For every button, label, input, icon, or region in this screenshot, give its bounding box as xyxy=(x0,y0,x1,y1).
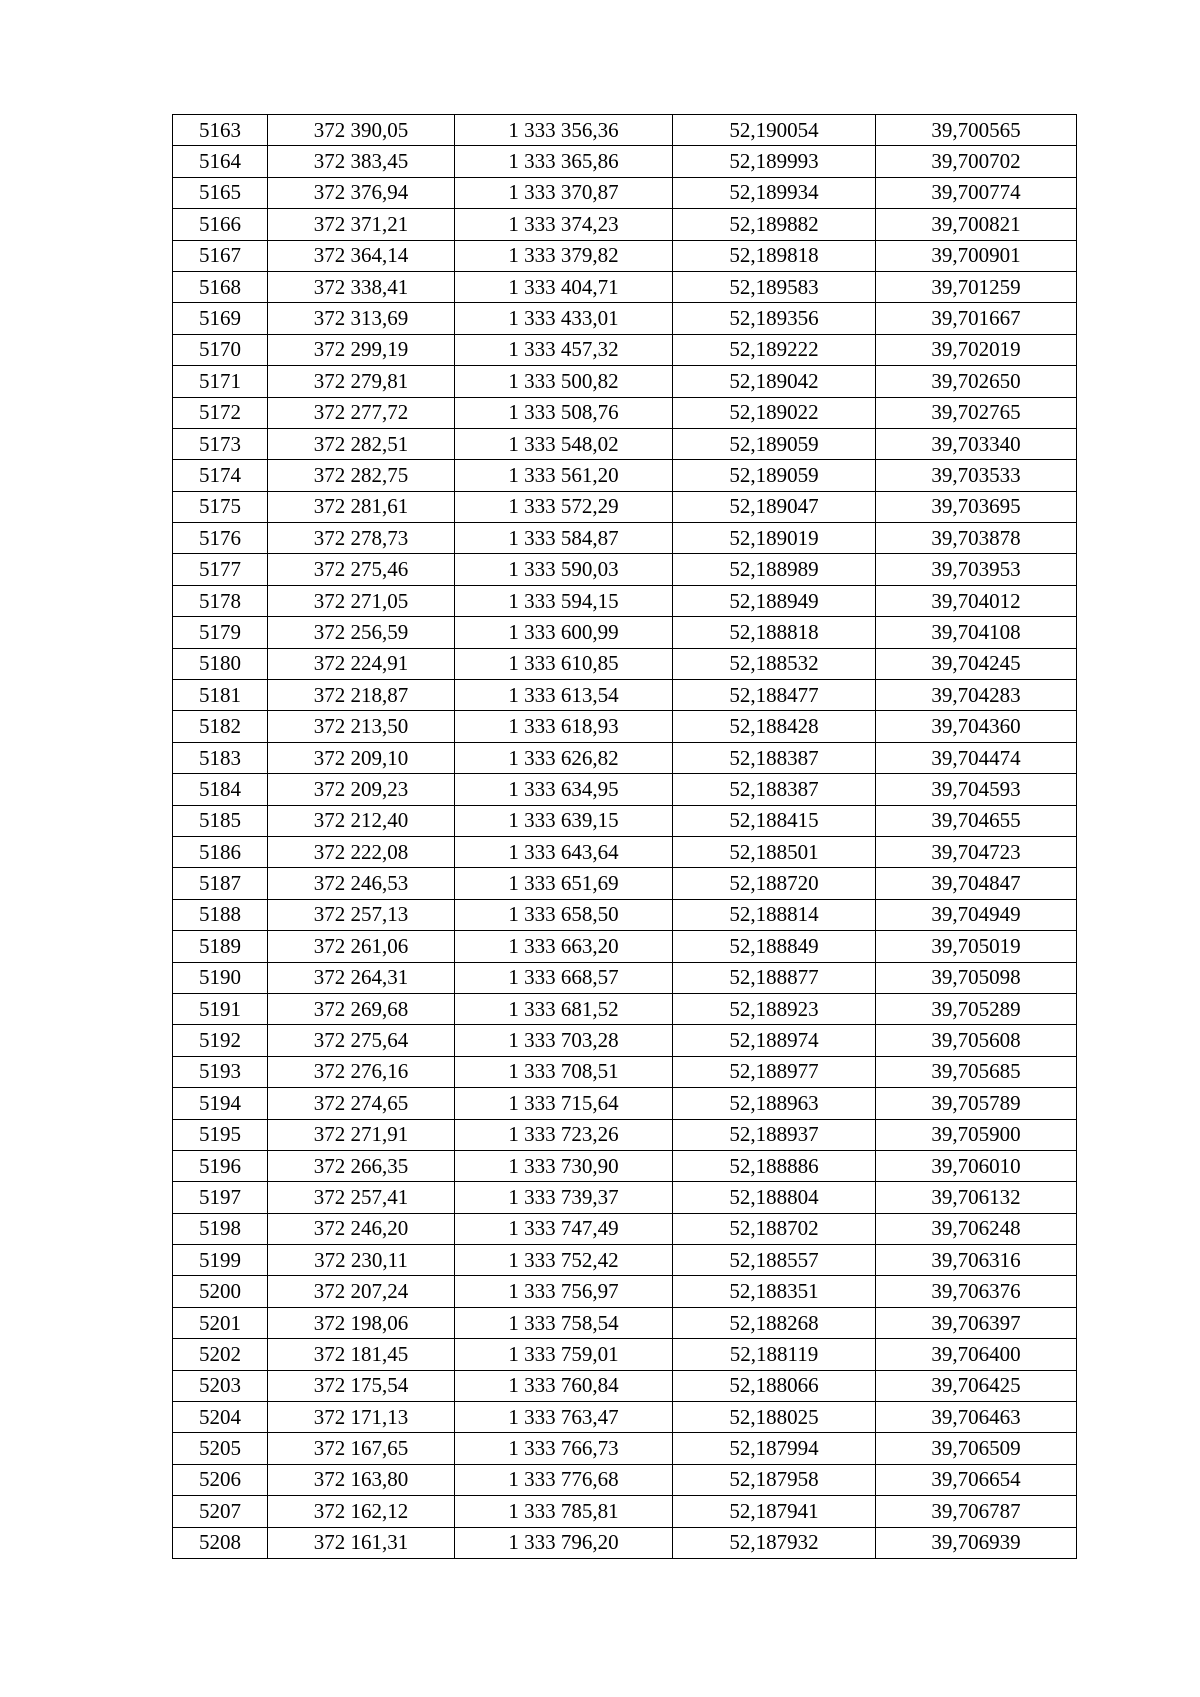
longitude-cell: 39,706654 xyxy=(876,1464,1077,1495)
longitude-cell: 39,705098 xyxy=(876,962,1077,993)
point-number-cell: 5197 xyxy=(173,1182,268,1213)
point-number-cell: 5172 xyxy=(173,397,268,428)
x-coordinate-cell: 372 383,45 xyxy=(268,146,455,177)
point-number-cell: 5203 xyxy=(173,1370,268,1401)
longitude-cell: 39,703533 xyxy=(876,460,1077,491)
latitude-cell: 52,188804 xyxy=(673,1182,876,1213)
longitude-cell: 39,706425 xyxy=(876,1370,1077,1401)
y-coordinate-cell: 1 333 639,15 xyxy=(455,805,673,836)
point-number-cell: 5188 xyxy=(173,899,268,930)
table-row xyxy=(173,303,1077,334)
latitude-cell: 52,188720 xyxy=(673,868,876,899)
table-row xyxy=(173,271,1077,302)
table-row xyxy=(173,805,1077,836)
table-row xyxy=(173,1496,1077,1527)
table-row xyxy=(173,1527,1077,1558)
y-coordinate-cell: 1 333 457,32 xyxy=(455,334,673,365)
point-number-cell: 5173 xyxy=(173,428,268,459)
longitude-cell: 39,704245 xyxy=(876,648,1077,679)
table-row xyxy=(173,1433,1077,1464)
longitude-cell: 39,706376 xyxy=(876,1276,1077,1307)
longitude-cell: 39,700774 xyxy=(876,177,1077,208)
latitude-cell: 52,189882 xyxy=(673,209,876,240)
x-coordinate-cell: 372 209,23 xyxy=(268,774,455,805)
table-row xyxy=(173,1213,1077,1244)
x-coordinate-cell: 372 275,64 xyxy=(268,1025,455,1056)
x-coordinate-cell: 372 313,69 xyxy=(268,303,455,334)
x-coordinate-cell: 372 279,81 xyxy=(268,366,455,397)
table-row xyxy=(173,366,1077,397)
point-number-cell: 5179 xyxy=(173,617,268,648)
point-number-cell: 5194 xyxy=(173,1088,268,1119)
y-coordinate-cell: 1 333 760,84 xyxy=(455,1370,673,1401)
point-number-cell: 5202 xyxy=(173,1339,268,1370)
latitude-cell: 52,188025 xyxy=(673,1402,876,1433)
latitude-cell: 52,188886 xyxy=(673,1150,876,1181)
table-row xyxy=(173,962,1077,993)
table-row xyxy=(173,334,1077,365)
longitude-cell: 39,704108 xyxy=(876,617,1077,648)
x-coordinate-cell: 372 274,65 xyxy=(268,1088,455,1119)
latitude-cell: 52,188989 xyxy=(673,554,876,585)
point-number-cell: 5186 xyxy=(173,836,268,867)
x-coordinate-cell: 372 212,40 xyxy=(268,805,455,836)
longitude-cell: 39,704283 xyxy=(876,680,1077,711)
y-coordinate-cell: 1 333 626,82 xyxy=(455,742,673,773)
y-coordinate-cell: 1 333 643,64 xyxy=(455,836,673,867)
table-row xyxy=(173,1307,1077,1338)
x-coordinate-cell: 372 364,14 xyxy=(268,240,455,271)
latitude-cell: 52,188428 xyxy=(673,711,876,742)
y-coordinate-cell: 1 333 756,97 xyxy=(455,1276,673,1307)
latitude-cell: 52,188501 xyxy=(673,836,876,867)
point-number-cell: 5178 xyxy=(173,585,268,616)
point-number-cell: 5205 xyxy=(173,1433,268,1464)
latitude-cell: 52,188702 xyxy=(673,1213,876,1244)
y-coordinate-cell: 1 333 763,47 xyxy=(455,1402,673,1433)
point-number-cell: 5206 xyxy=(173,1464,268,1495)
table-row xyxy=(173,460,1077,491)
longitude-cell: 39,704949 xyxy=(876,899,1077,930)
y-coordinate-cell: 1 333 703,28 xyxy=(455,1025,673,1056)
longitude-cell: 39,706248 xyxy=(876,1213,1077,1244)
table-row xyxy=(173,1025,1077,1056)
table-row xyxy=(173,1150,1077,1181)
y-coordinate-cell: 1 333 561,20 xyxy=(455,460,673,491)
y-coordinate-cell: 1 333 500,82 xyxy=(455,366,673,397)
point-number-cell: 5208 xyxy=(173,1527,268,1558)
y-coordinate-cell: 1 333 594,15 xyxy=(455,585,673,616)
latitude-cell: 52,188949 xyxy=(673,585,876,616)
point-number-cell: 5163 xyxy=(173,115,268,146)
table-row xyxy=(173,993,1077,1024)
latitude-cell: 52,189818 xyxy=(673,240,876,271)
longitude-cell: 39,706939 xyxy=(876,1527,1077,1558)
y-coordinate-cell: 1 333 572,29 xyxy=(455,491,673,522)
x-coordinate-cell: 372 198,06 xyxy=(268,1307,455,1338)
y-coordinate-cell: 1 333 776,68 xyxy=(455,1464,673,1495)
longitude-cell: 39,701259 xyxy=(876,271,1077,302)
y-coordinate-cell: 1 333 404,71 xyxy=(455,271,673,302)
point-number-cell: 5174 xyxy=(173,460,268,491)
y-coordinate-cell: 1 333 766,73 xyxy=(455,1433,673,1464)
y-coordinate-cell: 1 333 590,03 xyxy=(455,554,673,585)
latitude-cell: 52,189993 xyxy=(673,146,876,177)
latitude-cell: 52,188818 xyxy=(673,617,876,648)
point-number-cell: 5184 xyxy=(173,774,268,805)
latitude-cell: 52,189356 xyxy=(673,303,876,334)
point-number-cell: 5185 xyxy=(173,805,268,836)
latitude-cell: 52,187958 xyxy=(673,1464,876,1495)
point-number-cell: 5198 xyxy=(173,1213,268,1244)
longitude-cell: 39,704847 xyxy=(876,868,1077,899)
table-row xyxy=(173,585,1077,616)
latitude-cell: 52,189042 xyxy=(673,366,876,397)
table-row xyxy=(173,617,1077,648)
longitude-cell: 39,704360 xyxy=(876,711,1077,742)
table-row xyxy=(173,868,1077,899)
table-row xyxy=(173,115,1077,146)
x-coordinate-cell: 372 299,19 xyxy=(268,334,455,365)
latitude-cell: 52,189059 xyxy=(673,428,876,459)
point-number-cell: 5193 xyxy=(173,1056,268,1087)
longitude-cell: 39,702765 xyxy=(876,397,1077,428)
table-row xyxy=(173,523,1077,554)
x-coordinate-cell: 372 257,41 xyxy=(268,1182,455,1213)
x-coordinate-cell: 372 167,65 xyxy=(268,1433,455,1464)
y-coordinate-cell: 1 333 356,36 xyxy=(455,115,673,146)
point-number-cell: 5182 xyxy=(173,711,268,742)
latitude-cell: 52,188963 xyxy=(673,1088,876,1119)
x-coordinate-cell: 372 246,20 xyxy=(268,1213,455,1244)
point-number-cell: 5165 xyxy=(173,177,268,208)
point-number-cell: 5183 xyxy=(173,742,268,773)
table-row xyxy=(173,428,1077,459)
y-coordinate-cell: 1 333 634,95 xyxy=(455,774,673,805)
point-number-cell: 5192 xyxy=(173,1025,268,1056)
y-coordinate-cell: 1 333 548,02 xyxy=(455,428,673,459)
latitude-cell: 52,188387 xyxy=(673,742,876,773)
table-row xyxy=(173,209,1077,240)
point-number-cell: 5177 xyxy=(173,554,268,585)
latitude-cell: 52,189934 xyxy=(673,177,876,208)
x-coordinate-cell: 372 213,50 xyxy=(268,711,455,742)
table-row xyxy=(173,1402,1077,1433)
latitude-cell: 52,188849 xyxy=(673,931,876,962)
point-number-cell: 5199 xyxy=(173,1245,268,1276)
x-coordinate-cell: 372 376,94 xyxy=(268,177,455,208)
y-coordinate-cell: 1 333 663,20 xyxy=(455,931,673,962)
latitude-cell: 52,188351 xyxy=(673,1276,876,1307)
latitude-cell: 52,188877 xyxy=(673,962,876,993)
latitude-cell: 52,188557 xyxy=(673,1245,876,1276)
longitude-cell: 39,700565 xyxy=(876,115,1077,146)
y-coordinate-cell: 1 333 658,50 xyxy=(455,899,673,930)
x-coordinate-cell: 372 209,10 xyxy=(268,742,455,773)
longitude-cell: 39,706132 xyxy=(876,1182,1077,1213)
table-row xyxy=(173,1056,1077,1087)
y-coordinate-cell: 1 333 618,93 xyxy=(455,711,673,742)
latitude-cell: 52,188477 xyxy=(673,680,876,711)
point-number-cell: 5195 xyxy=(173,1119,268,1150)
x-coordinate-cell: 372 181,45 xyxy=(268,1339,455,1370)
x-coordinate-cell: 372 277,72 xyxy=(268,397,455,428)
table-row xyxy=(173,711,1077,742)
latitude-cell: 52,188923 xyxy=(673,993,876,1024)
longitude-cell: 39,706463 xyxy=(876,1402,1077,1433)
longitude-cell: 39,700901 xyxy=(876,240,1077,271)
y-coordinate-cell: 1 333 613,54 xyxy=(455,680,673,711)
point-number-cell: 5181 xyxy=(173,680,268,711)
table-row xyxy=(173,774,1077,805)
y-coordinate-cell: 1 333 668,57 xyxy=(455,962,673,993)
x-coordinate-cell: 372 218,87 xyxy=(268,680,455,711)
table-row xyxy=(173,146,1077,177)
coordinates-table-body xyxy=(173,115,1077,1559)
point-number-cell: 5169 xyxy=(173,303,268,334)
x-coordinate-cell: 372 278,73 xyxy=(268,523,455,554)
y-coordinate-cell: 1 333 651,69 xyxy=(455,868,673,899)
point-number-cell: 5171 xyxy=(173,366,268,397)
longitude-cell: 39,704723 xyxy=(876,836,1077,867)
y-coordinate-cell: 1 333 752,42 xyxy=(455,1245,673,1276)
x-coordinate-cell: 372 256,59 xyxy=(268,617,455,648)
point-number-cell: 5170 xyxy=(173,334,268,365)
y-coordinate-cell: 1 333 796,20 xyxy=(455,1527,673,1558)
x-coordinate-cell: 372 275,46 xyxy=(268,554,455,585)
longitude-cell: 39,700821 xyxy=(876,209,1077,240)
x-coordinate-cell: 372 222,08 xyxy=(268,836,455,867)
y-coordinate-cell: 1 333 610,85 xyxy=(455,648,673,679)
latitude-cell: 52,188977 xyxy=(673,1056,876,1087)
y-coordinate-cell: 1 333 681,52 xyxy=(455,993,673,1024)
y-coordinate-cell: 1 333 600,99 xyxy=(455,617,673,648)
x-coordinate-cell: 372 163,80 xyxy=(268,1464,455,1495)
longitude-cell: 39,705900 xyxy=(876,1119,1077,1150)
latitude-cell: 52,188937 xyxy=(673,1119,876,1150)
latitude-cell: 52,190054 xyxy=(673,115,876,146)
latitude-cell: 52,187932 xyxy=(673,1527,876,1558)
table-row xyxy=(173,1370,1077,1401)
latitude-cell: 52,188066 xyxy=(673,1370,876,1401)
table-row xyxy=(173,491,1077,522)
latitude-cell: 52,189022 xyxy=(673,397,876,428)
point-number-cell: 5196 xyxy=(173,1150,268,1181)
table-row xyxy=(173,742,1077,773)
x-coordinate-cell: 372 282,75 xyxy=(268,460,455,491)
latitude-cell: 52,189059 xyxy=(673,460,876,491)
y-coordinate-cell: 1 333 508,76 xyxy=(455,397,673,428)
y-coordinate-cell: 1 333 723,26 xyxy=(455,1119,673,1150)
longitude-cell: 39,703340 xyxy=(876,428,1077,459)
longitude-cell: 39,705608 xyxy=(876,1025,1077,1056)
y-coordinate-cell: 1 333 370,87 xyxy=(455,177,673,208)
longitude-cell: 39,706316 xyxy=(876,1245,1077,1276)
x-coordinate-cell: 372 224,91 xyxy=(268,648,455,679)
y-coordinate-cell: 1 333 715,64 xyxy=(455,1088,673,1119)
x-coordinate-cell: 372 269,68 xyxy=(268,993,455,1024)
longitude-cell: 39,706400 xyxy=(876,1339,1077,1370)
point-number-cell: 5175 xyxy=(173,491,268,522)
latitude-cell: 52,188387 xyxy=(673,774,876,805)
x-coordinate-cell: 372 171,13 xyxy=(268,1402,455,1433)
longitude-cell: 39,704012 xyxy=(876,585,1077,616)
x-coordinate-cell: 372 338,41 xyxy=(268,271,455,302)
table-row xyxy=(173,1088,1077,1119)
y-coordinate-cell: 1 333 379,82 xyxy=(455,240,673,271)
point-number-cell: 5167 xyxy=(173,240,268,271)
y-coordinate-cell: 1 333 584,87 xyxy=(455,523,673,554)
table-row xyxy=(173,836,1077,867)
x-coordinate-cell: 372 230,11 xyxy=(268,1245,455,1276)
coordinates-table xyxy=(172,114,1077,1559)
latitude-cell: 52,188974 xyxy=(673,1025,876,1056)
point-number-cell: 5191 xyxy=(173,993,268,1024)
x-coordinate-cell: 372 207,24 xyxy=(268,1276,455,1307)
y-coordinate-cell: 1 333 433,01 xyxy=(455,303,673,334)
longitude-cell: 39,705289 xyxy=(876,993,1077,1024)
table-row xyxy=(173,1276,1077,1307)
y-coordinate-cell: 1 333 739,37 xyxy=(455,1182,673,1213)
table-row xyxy=(173,240,1077,271)
point-number-cell: 5164 xyxy=(173,146,268,177)
latitude-cell: 52,187941 xyxy=(673,1496,876,1527)
x-coordinate-cell: 372 175,54 xyxy=(268,1370,455,1401)
longitude-cell: 39,703695 xyxy=(876,491,1077,522)
point-number-cell: 5190 xyxy=(173,962,268,993)
point-number-cell: 5166 xyxy=(173,209,268,240)
longitude-cell: 39,702650 xyxy=(876,366,1077,397)
longitude-cell: 39,705685 xyxy=(876,1056,1077,1087)
table-row xyxy=(173,899,1077,930)
table-row xyxy=(173,1119,1077,1150)
latitude-cell: 52,188532 xyxy=(673,648,876,679)
longitude-cell: 39,701667 xyxy=(876,303,1077,334)
y-coordinate-cell: 1 333 365,86 xyxy=(455,146,673,177)
latitude-cell: 52,187994 xyxy=(673,1433,876,1464)
latitude-cell: 52,189019 xyxy=(673,523,876,554)
point-number-cell: 5204 xyxy=(173,1402,268,1433)
x-coordinate-cell: 372 264,31 xyxy=(268,962,455,993)
y-coordinate-cell: 1 333 758,54 xyxy=(455,1307,673,1338)
longitude-cell: 39,706787 xyxy=(876,1496,1077,1527)
longitude-cell: 39,703878 xyxy=(876,523,1077,554)
longitude-cell: 39,705789 xyxy=(876,1088,1077,1119)
point-number-cell: 5200 xyxy=(173,1276,268,1307)
y-coordinate-cell: 1 333 759,01 xyxy=(455,1339,673,1370)
y-coordinate-cell: 1 333 730,90 xyxy=(455,1150,673,1181)
longitude-cell: 39,702019 xyxy=(876,334,1077,365)
table-row xyxy=(173,397,1077,428)
x-coordinate-cell: 372 257,13 xyxy=(268,899,455,930)
longitude-cell: 39,700702 xyxy=(876,146,1077,177)
x-coordinate-cell: 372 271,91 xyxy=(268,1119,455,1150)
x-coordinate-cell: 372 246,53 xyxy=(268,868,455,899)
latitude-cell: 52,189047 xyxy=(673,491,876,522)
x-coordinate-cell: 372 390,05 xyxy=(268,115,455,146)
longitude-cell: 39,703953 xyxy=(876,554,1077,585)
x-coordinate-cell: 372 261,06 xyxy=(268,931,455,962)
longitude-cell: 39,704474 xyxy=(876,742,1077,773)
longitude-cell: 39,706397 xyxy=(876,1307,1077,1338)
latitude-cell: 52,188119 xyxy=(673,1339,876,1370)
x-coordinate-cell: 372 276,16 xyxy=(268,1056,455,1087)
latitude-cell: 52,188415 xyxy=(673,805,876,836)
table-row xyxy=(173,554,1077,585)
point-number-cell: 5189 xyxy=(173,931,268,962)
longitude-cell: 39,704593 xyxy=(876,774,1077,805)
table-row xyxy=(173,1339,1077,1370)
latitude-cell: 52,189583 xyxy=(673,271,876,302)
longitude-cell: 39,704655 xyxy=(876,805,1077,836)
x-coordinate-cell: 372 162,12 xyxy=(268,1496,455,1527)
point-number-cell: 5187 xyxy=(173,868,268,899)
longitude-cell: 39,705019 xyxy=(876,931,1077,962)
table-row xyxy=(173,1182,1077,1213)
y-coordinate-cell: 1 333 747,49 xyxy=(455,1213,673,1244)
point-number-cell: 5176 xyxy=(173,523,268,554)
y-coordinate-cell: 1 333 374,23 xyxy=(455,209,673,240)
y-coordinate-cell: 1 333 708,51 xyxy=(455,1056,673,1087)
table-row xyxy=(173,680,1077,711)
point-number-cell: 5180 xyxy=(173,648,268,679)
x-coordinate-cell: 372 161,31 xyxy=(268,1527,455,1558)
point-number-cell: 5168 xyxy=(173,271,268,302)
x-coordinate-cell: 372 282,51 xyxy=(268,428,455,459)
x-coordinate-cell: 372 271,05 xyxy=(268,585,455,616)
point-number-cell: 5207 xyxy=(173,1496,268,1527)
x-coordinate-cell: 372 371,21 xyxy=(268,209,455,240)
longitude-cell: 39,706010 xyxy=(876,1150,1077,1181)
table-row xyxy=(173,1245,1077,1276)
point-number-cell: 5201 xyxy=(173,1307,268,1338)
table-row xyxy=(173,648,1077,679)
latitude-cell: 52,189222 xyxy=(673,334,876,365)
table-row xyxy=(173,177,1077,208)
table-row xyxy=(173,931,1077,962)
x-coordinate-cell: 372 266,35 xyxy=(268,1150,455,1181)
longitude-cell: 39,706509 xyxy=(876,1433,1077,1464)
latitude-cell: 52,188814 xyxy=(673,899,876,930)
latitude-cell: 52,188268 xyxy=(673,1307,876,1338)
y-coordinate-cell: 1 333 785,81 xyxy=(455,1496,673,1527)
x-coordinate-cell: 372 281,61 xyxy=(268,491,455,522)
table-row xyxy=(173,1464,1077,1495)
